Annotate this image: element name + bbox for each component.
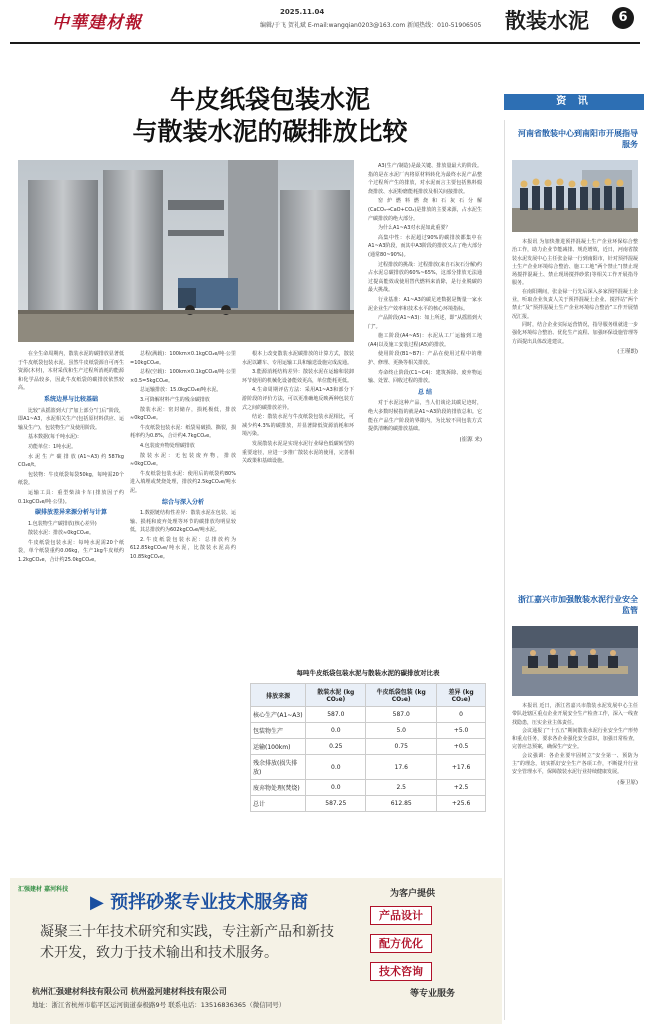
table-row [251,796,486,812]
subheading: 碳排放差异来源分析与计算 [34,509,107,517]
paragraph: 在全生命周期内，散装水泥的碳排放显著低于牛皮纸袋包装水泥。虽然牛皮纸袋源自可再生资源(木材)，木材采伐和生产过程所消耗的能源和化学品较多，因此牛皮纸袋的碳排放依然较高。 [18,351,124,392]
editor-line: 编辑/于飞 贺礼斌 E-mail:wangqian0203@163.com 新闻热线：010-51906505 [260,22,482,29]
table-cell: +2.5 [437,780,486,796]
table-header: 牛皮纸袋包装 (kg CO₂e) [366,684,437,707]
news-1-title: 河南省散装中心到南阳市开展指导服务 [518,129,638,149]
table-header: 排放来源 [251,684,306,707]
table-row [251,739,486,755]
paragraph: 施工阶段(A4~A5)：水泥从工厂运输到工地(A4)以及施工安装过程(A5)的排放。 [368,333,482,348]
news-1-author: (王瑾朗) [617,348,638,355]
table-cell: 运输(100km) [251,739,306,755]
paragraph: 散装水泥：无包装废弃物，排放≈0kgCO₂e。 [130,452,236,468]
table-cell: 587.0 [366,707,437,723]
ad-tag-3-wrap [370,960,432,979]
paragraph: 包装物：牛皮纸袋每袋50kg，每吨需20个纸袋。 [18,471,124,487]
ad-tag-note: 等专业服务 [410,989,456,999]
table-cell: 0.0 [306,723,366,739]
article-column-3 [242,350,354,660]
article-column-1 [18,350,124,870]
ad-client-label: 为客户提供 [390,889,436,899]
table-row [251,780,486,796]
paragraph: 发展散装水泥是实现水泥行业绿色低碳转型的重要途径，应进一步推广散装水泥的使用，完善相关政策和基础设施。 [242,440,354,465]
table-cell: 包装物生产 [251,723,306,739]
paragraph: 结论：散装水泥与牛皮纸袋包装水泥相比，可减少约4.3%的碳排放，并显著降低资源消耗和环境污染。 [242,414,354,438]
paragraph: 为什么A1~A3对水泥如此重要？ [378,225,451,232]
ad-tag-2-wrap [370,932,432,951]
paragraph: 牛皮纸袋包装水泥：每吨水泥需20个纸袋，单个纸袋重约0.06kg，生产1kg牛皮纸约1.2kgCO₂e，合计约25.0kgCO₂e。 [18,539,124,564]
table-title: 每吨牛皮纸袋包装水泥与散装水泥的碳排放对比表 [296,669,440,677]
table-cell: 总计 [251,796,306,812]
ad-address: 地址：浙江省杭州市临平区运河街道泰极路9号 联系电话：13516836365（微信同号） [32,1001,286,1009]
table-header: 散装水泥 (kg CO₂e) [306,684,366,707]
paragraph: 比较“从摇篮到大门”加上部分“门后”阶段，即A1~A3，水泥相关生产(包括原材料供应、运输及生产)，包装物生产及使用阶段。 [18,407,124,431]
table-cell: 0.0 [306,755,366,780]
table-cell: 0.25 [306,739,366,755]
news-2-author: (秦卫原) [617,779,638,786]
advertisement [10,878,502,1024]
paragraph: 产品阶段(A1~A3)：如上所述，即“从摇篮到大门”。 [368,315,482,330]
paragraph: 过程排放的挑战：过程排放(来自石灰石分解)约占水泥总碳排放的60%~65%，这部分排放无法通过提高能效或使用替代燃料来消除，是行业脱碳的最大挑战。 [368,261,482,294]
ad-tag: 配方优化 [370,934,432,953]
paragraph: 本报讯 近日，浙江省嘉兴市散装水泥发展中心主任带队赴辖区重点企业开展安全生产检查工作，深入一线查找隐患，压实企业主体责任。 [512,703,638,726]
table-cell: 核心生产(A1~A3) [251,707,306,723]
ad-company-names: 杭州汇强建材科技有限公司 杭州盈河建材科技有限公司 [32,987,227,996]
article-column-2 [130,350,236,870]
ad-tag: 技术咨询 [370,962,432,981]
paragraph: 使用阶段(B1~B7)：产品在使用过程中的维护、修理、更换等相关排放。 [368,351,482,367]
table-cell: 废弃物处理(焚烧) [251,780,306,796]
paragraph: 总运输排放：15.0kgCO₂e/吨水泥。 [140,387,222,394]
table-cell: 0.0 [306,780,366,796]
paragraph: 同时，结合企业实际运营情况，指导服务组就进一步强化环境综合整治、优化生产流程、加强环保设施管理等方面提出具体改进建议。 [512,321,638,345]
emission-comparison-table [250,668,486,878]
paragraph: 基本数据(每千吨水泥)： [28,434,82,441]
news-2-photo [512,626,638,696]
cement-silo-illustration [18,160,354,342]
paragraph: 根本上改变散装水泥碳排放的计算方式，散装水泥以罐车、专用运输工具和输送设施完成流通。 [242,351,354,366]
table-cell: 0 [437,707,486,723]
subheading: 总 结 [417,388,433,396]
table-row [251,723,486,739]
article-headline [40,84,500,148]
paragraph: 会议强调：各企业要牢固树立“安全第一、预防为主”的理念，切实抓好安全生产各项工作，不断提升行业安全管理水平，保障散装水泥行业持续健康发展。 [512,752,638,776]
ad-slogan: 凝聚三十年技术研究和实践，专注新产品和新技术开发，致力于技术输出和技术服务。 [40,924,334,961]
page-number: 6 [612,7,634,29]
table-cell: +17.6 [437,755,486,780]
subheading: 系统边界与比较基础 [43,395,98,403]
ad-title-text: 预拌砂浆专业技术服务商 [110,892,309,913]
news-1-photo [512,160,638,232]
paragraph: 散装水泥：排放≈0kgCO₂e。 [28,530,94,537]
table-cell: +5.0 [437,723,486,739]
table-cell: 612.85 [366,796,437,812]
table-cell: 0.75 [366,739,437,755]
table-cell: +0.5 [437,739,486,755]
paragraph: 寿命终止阶段(C1~C4)：建筑拆除、废弃物运输、处置、回收过程的排放。 [368,369,482,385]
table-row [251,755,486,780]
table-header-row [251,684,486,707]
ad-title [90,888,308,914]
ad-tag: 产品设计 [370,906,432,925]
section-title: 散装水泥 [505,9,589,33]
paragraph: 散装水泥：密封储存，损耗极低，排放≈0kgCO₂e。 [130,406,236,422]
table-cell: +25.6 [437,796,486,812]
paragraph: 2.牛皮纸袋包装水泥：总排放约为612.85kgCO₂e/吨水泥，比散装水泥高约10.85kgCO₂e。 [130,536,236,561]
paragraph: 总程(空载)：100km×0.1kgCO₂e/吨·公里×0.5=5kgCO₂e。 [130,369,236,384]
ad-tag-1-wrap [370,904,432,923]
publication-date: 2025.11.04 [280,8,325,16]
group-photo-illustration [512,160,638,232]
paragraph: 在南阳期间，张金禄一行先后深入多家预拌混凝土企业，听取企业负责人关于预拌混凝土企业、搅拌站“两个禁止”及“预拌混凝土生产企业环境综合整治”工作开展情况汇报。 [512,288,638,320]
article-column-4 [368,162,482,670]
newspaper-logo: 中華建材報 [52,13,142,33]
news-section-header: 资 讯 [504,94,644,110]
table-cell: 17.6 [366,755,437,780]
news-1-body [512,238,638,586]
table-row [251,707,486,723]
paragraph: 高集中性：水泥超过90%的碳排放都集中在A1~A3阶段，而其中A3阶段的排放又占了绝大部分(通常80~90%)。 [368,234,482,258]
paragraph: 运输工具：重型柴油卡车(排放因子约0.1kgCO₂e/吨·公里)。 [18,489,124,505]
table-cell: 587.25 [306,796,366,812]
masthead-rule [10,42,640,44]
paragraph: 1.包装物生产碳排放(核心差异) [28,520,97,527]
article-author: (崔源 来) [459,436,482,443]
paragraph: 牛皮纸袋包装水泥：纸袋易破损、撕裂，损耗率约为0.8%，合计约4.7kgCO₂e。 [130,424,236,440]
paragraph: 功能单位：1吨水泥。 [28,443,77,450]
ad-company-logos: 汇强建材 嘉河科技 [18,886,69,893]
paragraph: 会议通报了“十五五”期间散装水泥行业安全生产形势和重点任务，要求各企业强化安全意识，加强日常检查，完善应急预案，确保生产安全。 [512,727,638,751]
paragraph: 1.数据链结构性差异：散装水泥在包装、运输、损耗和废弃处理等环节的碳排放均明显较低，其总排放约为602kgCO₂e/吨水泥。 [130,510,236,534]
table-cell: 5.0 [366,723,437,739]
table-cell: 2.5 [366,780,437,796]
paragraph: 4.包装废弃物处理碳排放 [140,442,195,449]
subheading: 综合与深入分析 [161,498,204,506]
paragraph: 行业基准：A1~A3的碳足迹数据是衡量一家水泥企业生产效率和技术水平的核心环境指标。 [368,296,482,312]
news-2-title: 浙江嘉兴市加强散装水泥行业安全监管 [518,595,638,615]
meeting-photo-illustration [512,626,638,696]
headline-line-1: 牛皮纸袋包装水泥 [169,85,370,114]
cement-plant-photo [18,160,354,342]
paragraph: 3.能源消耗结构差异：散装水泥在运输和装卸环节使用的机械化设备能效更高，单位能耗更低。 [242,369,354,384]
paragraph: 窑炉燃料燃烧和石灰石分解(CaCO₃→CaO+CO₂)是排放的主要来源，占水泥生产碳排放的绝大部分。 [368,198,482,222]
news-2-body [512,702,638,1022]
masthead [0,0,650,50]
paragraph: 水泥生产碳排放(A1~A3)约587kg CO₂e/t。 [18,453,124,469]
paragraph: 牛皮纸袋包装水泥：使用后的纸袋约80%进入填埋或焚烧处理，排放约2.5kgCO₂e/吨水泥。 [130,470,236,494]
paragraph: 本报讯 为加快推进预拌混凝土生产企业环保综合整治工作，助力企业节能减排、规范增效，近日，河南省散装水泥发展中心主任张金禄一行到南阳市，针对预拌混凝土生产企业环境综合整治、施工工地“两个禁止”(禁止现场搅拌混凝土、禁止现场搅拌砂浆)等相关工作开展指导服务。 [512,239,638,287]
table [250,683,486,812]
paragraph: 3.可降解材料产生的残余碳排放 [140,396,210,403]
table-cell: 残余排放(损失排放) [251,755,306,780]
sidebar-divider [504,120,505,1020]
paragraph: 4.生命周期评估方法：采用A1~A3和部分下游阶段的评价方法，可以更准确地反映两种包装方式之间的碳排放差异。 [242,387,354,411]
headline-line-2: 与散装水泥的碳排放比较 [132,117,408,146]
table-header: 差异 (kg CO₂e) [437,684,486,707]
paragraph: 总程(满载)：100km×0.1kgCO₂e/吨·公里=10kgCO₂e。 [130,351,236,366]
paragraph: A3(生产/制造)是最关键、排放量最大的阶段。指的是在水泥厂内将原材料转化为最终水泥产品整个过程所产生的排放，对水泥而言主要包括熟料煅烧排放、水泥粉磨能耗排放及相关间接排放。 [368,163,482,195]
table-cell: 587.0 [306,707,366,723]
paragraph: 对于水泥这种产品，当人们谈论其碳足迹时，绝大多数时候指的就是A1~A3阶段的排放总和。它能在产品生产阶段的界限内，为比较不同包装方式提供清晰的碳排放基础。 [368,400,482,433]
play-icon: ▶ [90,892,104,913]
